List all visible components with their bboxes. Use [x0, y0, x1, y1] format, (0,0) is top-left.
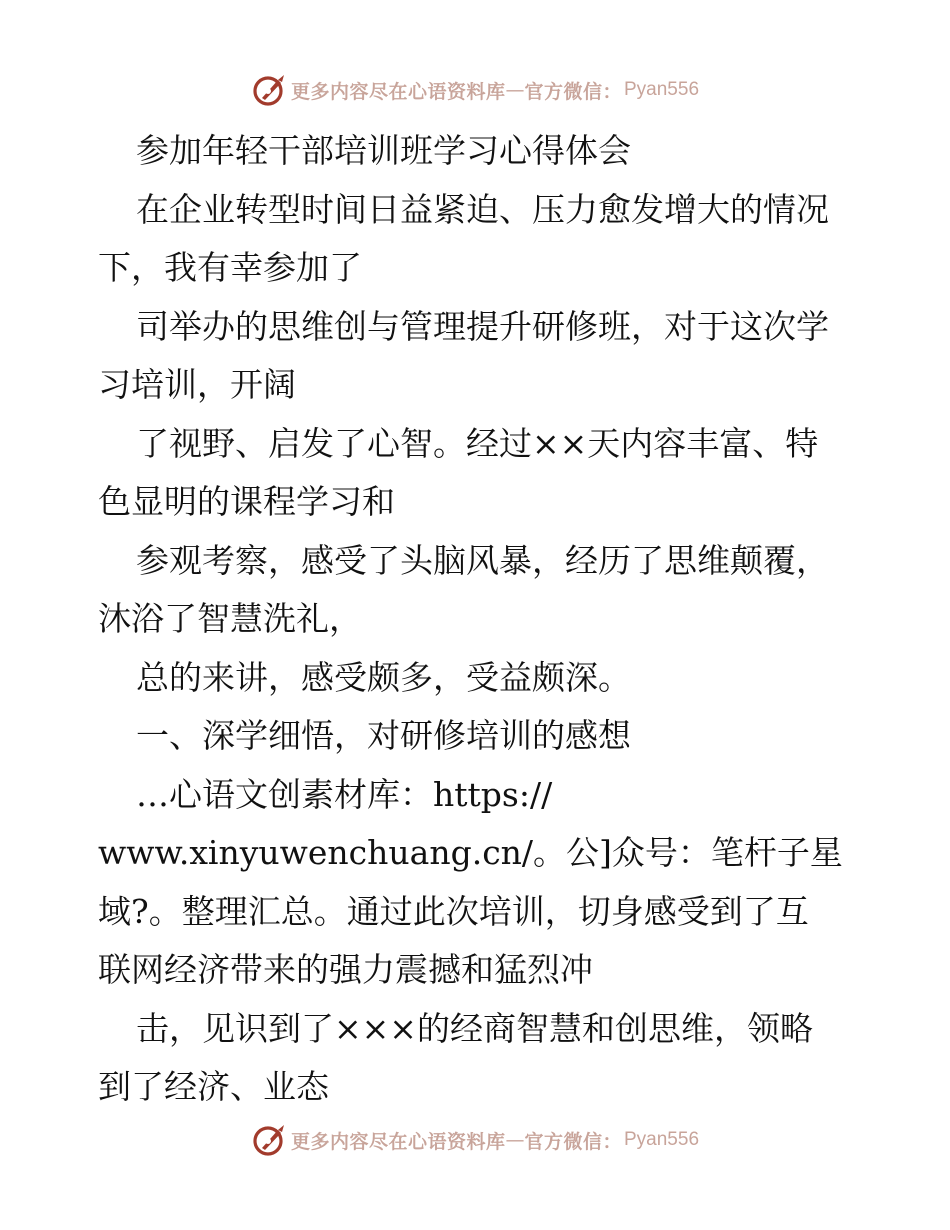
document-body [98, 122, 858, 1117]
banner-text: 更多内容尽在心语资料库 [290, 80, 506, 103]
footer-watermark-banner [0, 1120, 950, 1160]
banner-wechat-id: Pyan556 [624, 1129, 700, 1150]
paragraph-line: 司举办的思维创与管理提升研修班，对于这次学 [136, 306, 829, 346]
section-heading: 一、深学细悟，对研修培训的感想 [136, 716, 631, 755]
paragraph-line: 在企业转型时间日益紧迫、压力愈发增大的情况 [136, 189, 829, 229]
banner-label: 官方微信： [524, 1130, 622, 1153]
paragraph-line: 域?。整理汇总。通过此次培训，切身感受到了互 [98, 891, 809, 931]
paragraph-line: 到了经济、业态 [98, 1067, 329, 1106]
paragraph-line: …心语文创素材库：https:// [136, 774, 553, 814]
quill-logo-icon [251, 72, 287, 108]
banner-wechat-id: Pyan556 [624, 79, 700, 100]
paragraph-line: 下，我有幸参加了 [98, 248, 362, 287]
banner-separator: — [505, 79, 525, 101]
paragraph-line: 沐浴了智慧洗礼， [98, 599, 362, 638]
paragraph-line: www.xinyuwenchuang.cn/。公]众号：笔杆子星 [98, 833, 843, 872]
banner-label: 官方微信： [524, 80, 622, 103]
document-title: 参加年轻干部培训班学习心得体会 [136, 131, 631, 170]
banner-text: 更多内容尽在心语资料库 [290, 1130, 506, 1153]
paragraph-line: 习培训，开阔 [98, 365, 296, 404]
header-watermark-banner [0, 70, 950, 110]
paragraph-line: 击，见识到了×××的经商智慧和创思维，领略 [136, 1008, 813, 1048]
paragraph-line: 色显明的课程学习和 [98, 482, 395, 521]
quill-logo-icon [251, 1122, 287, 1158]
paragraph-line: 了视野、启发了心智。经过××天内容丰富、特 [136, 423, 819, 463]
paragraph-line: 联网经济带来的强力震撼和猛烈冲 [98, 950, 593, 989]
banner-separator: — [505, 1129, 525, 1151]
paragraph-line: 参观考察，感受了头脑风暴，经历了思维颠覆， [136, 540, 829, 580]
paragraph-line: 总的来讲，感受颇多，受益颇深。 [136, 657, 631, 697]
